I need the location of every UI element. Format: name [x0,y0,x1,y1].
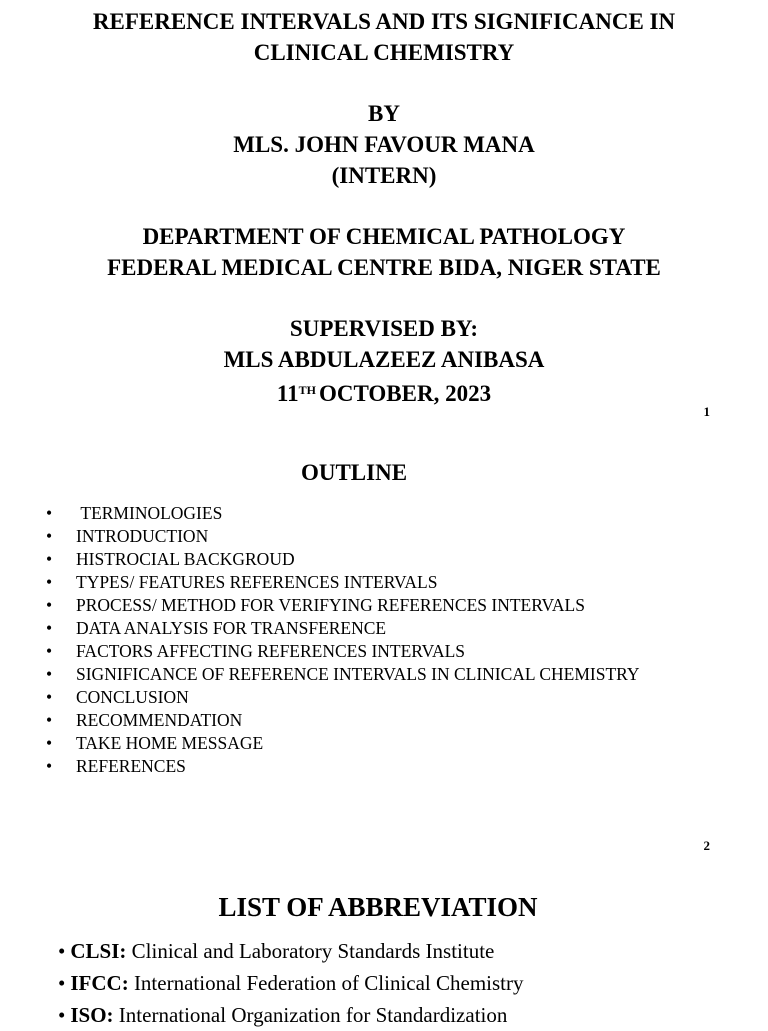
bullet-icon: • [46,595,53,615]
outline-item-text: DATA ANALYSIS FOR TRANSFERENCE [76,618,387,638]
author-name: MLS. JOHN FAVOUR MANA [233,132,535,157]
supervised-by-label: SUPERVISED BY: [289,316,479,341]
outline-item [46,548,646,571]
author-role: (INTERN) [331,163,437,188]
page-number: 1 [703,404,710,419]
bullet-icon: • [46,664,53,684]
outline-slide [0,430,768,860]
bullet-icon: • [46,572,53,592]
by-label: BY [368,101,400,126]
bullet-icon: • [46,503,53,523]
date-rest: OCTOBER, 2023 [318,381,492,406]
abbreviation-term: CLSI: [70,939,127,963]
bullet-icon: • [46,756,53,776]
page-number: 2 [703,838,710,853]
outline-item [46,594,646,617]
bullet-icon: • [46,526,53,546]
bullet-icon: • [46,733,53,753]
bullet-icon: • [46,710,53,730]
outline-item-text: TAKE HOME MESSAGE [76,733,264,753]
date-day: 11 [276,381,299,406]
supervisor-name: MLS ABDULAZEEZ ANIBASA [223,347,545,372]
abbreviation-heading: LIST OF ABBREVIATION [218,892,538,922]
institution-name: FEDERAL MEDICAL CENTRE BIDA, NIGER STATE [107,255,661,280]
bullet-icon: • [46,687,53,707]
abbreviation-definition: Clinical and Laboratory Standards Institute [126,939,495,963]
outline-heading: OUTLINE [300,460,408,485]
abbreviation-slide [0,860,768,1027]
abbreviation-item [58,967,524,999]
outline-item-text: CONCLUSION [76,687,189,707]
abbreviation-list [58,935,524,1031]
outline-item [46,709,646,732]
outline-item [46,755,646,778]
outline-item-text: PROCESS/ METHOD FOR VERIFYING REFERENCES INTERVALS [76,595,585,615]
department-name: DEPARTMENT OF CHEMICAL PATHOLOGY [142,224,626,249]
outline-item [46,617,646,640]
outline-item [46,732,646,755]
abbreviation-term: IFCC: [70,971,129,995]
outline-list [46,502,646,778]
outline-item-text: TERMINOLOGIES [76,503,223,523]
outline-item [46,571,646,594]
outline-item-text: FACTORS AFFECTING REFERENCES INTERVALS [76,641,466,661]
title-line-1: REFERENCE INTERVALS AND ITS SIGNIFICANCE IN [92,9,676,34]
abbreviation-item [58,935,524,967]
outline-item [46,686,646,709]
abbreviation-term: ISO: [70,1003,114,1027]
abbreviation-item [58,999,524,1031]
outline-item [46,525,646,548]
bullet-icon: • [46,641,53,661]
bullet-icon: • [46,549,53,569]
outline-item [46,663,646,686]
bullet-icon: • [58,971,66,995]
title-line-2: CLINICAL CHEMISTRY [253,40,515,65]
outline-item-text: SIGNIFICANCE OF REFERENCE INTERVALS IN CLINICAL CHEMISTRY [76,664,640,684]
bullet-icon: • [46,618,53,638]
outline-item-text: HISTROCIAL BACKGROUD [76,549,295,569]
outline-item-text: REFERENCES [76,756,186,776]
date-suffix: TH [298,383,316,397]
presentation-date [0,375,768,409]
outline-item [46,502,646,525]
abbreviation-definition: International Organization for Standardization [113,1003,508,1027]
presentation-title [0,6,768,68]
outline-item-text: RECOMMENDATION [76,710,243,730]
outline-item-text: TYPES/ FEATURES REFERENCES INTERVALS [76,572,438,592]
bullet-icon: • [58,939,66,963]
abbreviation-definition: International Federation of Clinical Chemistry [128,971,524,995]
outline-item-text: INTRODUCTION [76,526,209,546]
outline-item [46,640,646,663]
title-slide [0,0,768,430]
bullet-icon: • [58,1003,66,1027]
